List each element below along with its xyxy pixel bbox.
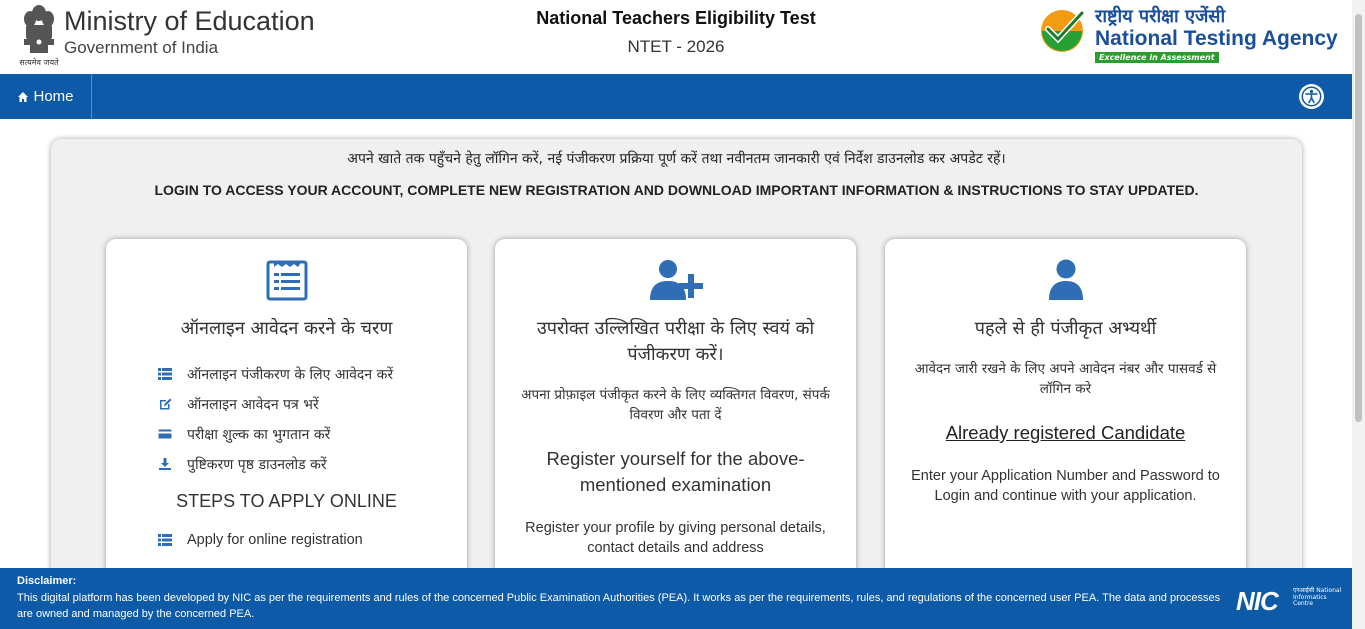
step-label: ऑनलाइन आवेदन पत्र भरें xyxy=(187,396,319,413)
step-item xyxy=(158,389,448,419)
accessibility-button[interactable] xyxy=(1299,84,1324,109)
user-plus-icon xyxy=(648,257,704,303)
nta-check-logo-icon xyxy=(1038,5,1086,53)
steps-list xyxy=(158,359,448,479)
emblem-motto: सत्यमेव जयते xyxy=(19,58,59,67)
step-item xyxy=(158,449,448,479)
site-header xyxy=(0,0,1352,74)
steps-card-title: ऑनलाइन आवेदन करने के चरण xyxy=(180,318,393,339)
edit-icon xyxy=(158,397,172,411)
intro-english: LOGIN TO ACCESS YOUR ACCOUNT, COMPLETE NEW REGISTRATION AND DOWNLOAD IMPORTANT INFORMATION & INSTRUCTIONS TO STAY UPDATED. xyxy=(154,182,1199,198)
main-panel xyxy=(51,139,1302,609)
home-icon xyxy=(17,91,29,103)
ministry-title: Ministry of Education xyxy=(64,6,315,36)
emblem-icon xyxy=(16,3,62,57)
ministry-subtitle: Government of India xyxy=(64,38,219,57)
step-label: पुष्टिकरण पृष्ठ डाउनलोड करें xyxy=(187,456,327,473)
nta-tagline: Excellence in Assessment xyxy=(1095,52,1219,63)
scrollbar-thumb[interactable] xyxy=(1355,14,1362,422)
registered-card-subtitle-english: Enter your Application Number and Password to Login and continue with your application. xyxy=(911,468,1220,504)
footer-disclaimer xyxy=(0,568,1352,629)
list-icon xyxy=(158,533,172,547)
step-label: परीक्षा शुल्क का भुगतान करें xyxy=(187,426,331,443)
register-card-title-english: Register yourself for the above-mentioned examination xyxy=(546,448,805,495)
national-emblem-logo xyxy=(16,3,62,67)
steps-heading-english: STEPS TO APPLY ONLINE xyxy=(176,491,397,511)
register-card-subtitle-english: Register your profile by giving personal details, contact details and address xyxy=(525,520,826,556)
steps-card xyxy=(106,239,467,609)
nta-hindi-name: राष्ट्रीय परीक्षा एजेंसी xyxy=(1095,6,1226,27)
registered-card-subtitle-hindi: आवेदन जारी रखने के लिए अपने आवेदन नंबर और पासवर्ड से लॉगिन करे xyxy=(914,361,1217,397)
exam-title: National Teachers Eligibility Test xyxy=(536,8,816,28)
main-navbar xyxy=(0,74,1352,119)
page-scrollbar[interactable] xyxy=(1352,0,1365,629)
register-card-title: उपरोक्त उल्लिखित परीक्षा के लिए स्वयं को पंजीकरण करें। xyxy=(536,318,815,365)
list-icon xyxy=(158,367,172,381)
nta-english-name: National Testing Agency xyxy=(1095,27,1338,50)
step-item xyxy=(158,359,448,389)
intro-hindi: अपने खाते तक पहुँचने हेतु लॉगिन करें, नई पंजीकरण प्रक्रिया पूर्ण करें तथा नवीनतम जानकारी एवं निर्देश डाउनलोड कर अपडेट रहें। xyxy=(347,151,1006,167)
accessibility-icon xyxy=(1301,86,1322,107)
already-registered-link[interactable]: Already registered Candidate xyxy=(945,422,1186,443)
nic-logo-text: NIC xyxy=(1236,586,1278,616)
user-icon xyxy=(1048,257,1084,303)
nic-logo-subtext: एनआईसी National Informatics Centre xyxy=(1293,587,1342,607)
registered-card-title: पहले से ही पंजीकृत अभ्यर्थी xyxy=(974,318,1157,339)
disclaimer-text: This digital platform has been developed by NIC as per the requirements and rules of the concerned Public Examination Authorities (PEA). It works as per the requirements, rules, and regulations of the concerned user PEA. The data and processes are owned and managed by the concerned PEA. xyxy=(17,592,1221,620)
registered-candidate-card[interactable] xyxy=(885,239,1246,609)
credit-card-icon xyxy=(158,427,172,441)
application-form-icon xyxy=(266,257,308,303)
step-label: Apply for online registration xyxy=(187,532,363,548)
register-card-subtitle-hindi: अपना प्रोफ़ाइल पंजीकृत करने के लिए व्यक्तिगत विवरण, संपर्क विवरण और पता दें xyxy=(521,387,830,423)
nav-home-link[interactable] xyxy=(0,74,92,119)
step-item xyxy=(158,419,448,449)
nav-home-label: Home xyxy=(33,88,74,105)
step-label: ऑनलाइन पंजीकरण के लिए आवेदन करें xyxy=(187,366,394,383)
download-icon xyxy=(158,457,172,471)
step-item-english xyxy=(158,532,363,548)
disclaimer-title: Disclaimer: xyxy=(17,575,77,587)
register-card[interactable] xyxy=(495,239,856,609)
exam-year: NTET - 2026 xyxy=(627,37,725,56)
